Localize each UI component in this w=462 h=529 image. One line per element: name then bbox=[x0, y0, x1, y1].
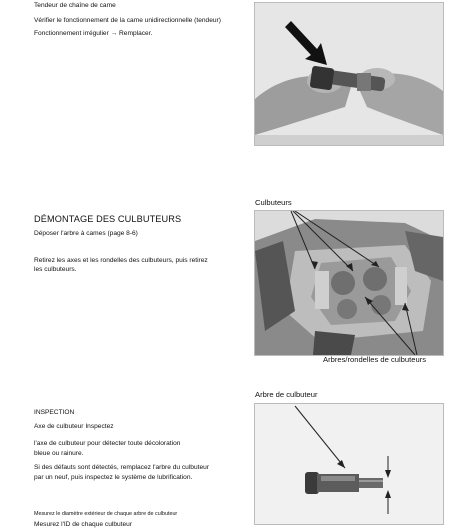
camshaft-removal-line: Déposer l'arbre à cames (page 8-6) bbox=[34, 230, 138, 237]
rocker-disassembly-heading: DÉMONTAGE DES CULBUTEURS bbox=[34, 214, 182, 224]
inspection-heading: INSPECTION bbox=[34, 409, 75, 416]
rocker-shaft-photo bbox=[254, 403, 444, 525]
inspection-line-1: Axe de culbuteur Inspectez bbox=[34, 423, 114, 430]
tensioner-photo bbox=[254, 2, 444, 146]
rocker-shaft-label: Arbre de culbuteur bbox=[255, 390, 318, 399]
rocker-removal-line-2: les culbuteurs. bbox=[34, 266, 77, 273]
shafts-washers-label: Arbres/rondelles de culbuteurs bbox=[323, 355, 426, 364]
rocker-shaft-illustration bbox=[255, 404, 443, 524]
rocker-arms-photo bbox=[254, 210, 444, 356]
measure-od-line: Mesurez le diamètre extérieur de chaque arbre de culbuteur bbox=[34, 511, 178, 517]
inspection-line-2: l'axe de culbuteur pour détecter toute décoloration bbox=[34, 440, 181, 447]
measure-id-line: Mesurez l'ID de chaque culbuteur bbox=[34, 521, 133, 528]
tensioner-check-line: Vérifier le fonctionnement de la came unidirectionnelle (tendeur) bbox=[34, 17, 221, 24]
tensioner-photo-illustration bbox=[255, 3, 443, 145]
tensioner-title: Tendeur de chaîne de came bbox=[34, 2, 116, 9]
rocker-arms-label: Culbuteurs bbox=[255, 198, 292, 207]
inspection-line-3: bleue ou rainure. bbox=[34, 450, 84, 457]
rocker-removal-line-1: Retirez les axes et les rondelles des culbuteurs, puis retirez bbox=[34, 257, 208, 264]
inspection-line-4: Si des défauts sont détectés, remplacez l'arbre du culbuteur bbox=[34, 464, 209, 471]
tensioner-replace-line: Fonctionnement irrégulier → Remplacer. bbox=[34, 30, 153, 37]
rocker-arms-illustration bbox=[255, 211, 443, 355]
inspection-line-5: par un neuf, puis inspectez le système de lubrification. bbox=[34, 474, 193, 481]
